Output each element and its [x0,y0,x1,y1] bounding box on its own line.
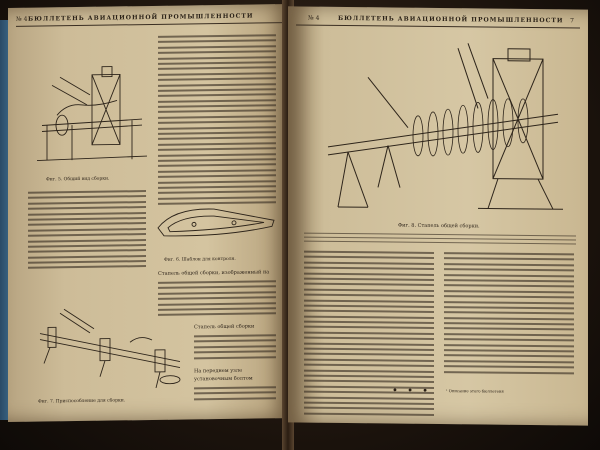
left-text-para1: Стапель общей сборки, изображенный на [158,269,270,277]
figure-7-fixture-drawing [30,291,190,393]
header-rule [16,22,284,27]
figure-8-caption: Фиг. 8. Стапель общей сборки. [398,222,480,230]
figure-6-template-drawing [154,200,280,252]
left-page-text-column-bottom-2 [194,334,276,362]
end-of-article-marker: • • • [392,385,432,397]
header-rule [296,25,580,29]
figure-5-assembly-drawing [32,64,152,176]
left-page [8,4,292,422]
figure-8-legend [304,233,576,247]
left-text-para2: Стапель общей сборки [194,323,255,331]
right-page [288,6,588,425]
figure-7-caption: Фиг. 7. Приспособление для сборки. [38,398,126,405]
figure-8-assembly-jig-drawing [308,37,578,220]
figure-6-caption: Фиг. 6. Шаблон для контроля. [164,256,236,263]
left-page-text-column-left [28,190,146,273]
left-page-text-column-bottom-3 [194,386,276,403]
left-page-header: БЮЛЛЕТЕНЬ АВИАЦИОННОЙ ПРОМЫШЛЕННОСТИ [28,12,254,23]
right-page-footnote: ¹ Описание этого бюллетеня [446,388,504,394]
right-page-number: 7 [570,17,574,25]
right-page-text-column-right [444,252,574,377]
right-page-header: БЮЛЛЕТЕНЬ АВИАЦИОННОЙ ПРОМЫШЛЕННОСТИ [338,14,564,25]
left-page-number: № 4 [16,15,28,23]
left-text-para4: установочным болтом [194,375,253,383]
right-page-number-left: № 4 [308,14,320,22]
left-page-text-column-top [158,34,276,208]
left-text-para3: На переднем узле [194,367,243,375]
figure-5-caption: Фиг. 5. Общий вид сборки. [46,176,110,183]
